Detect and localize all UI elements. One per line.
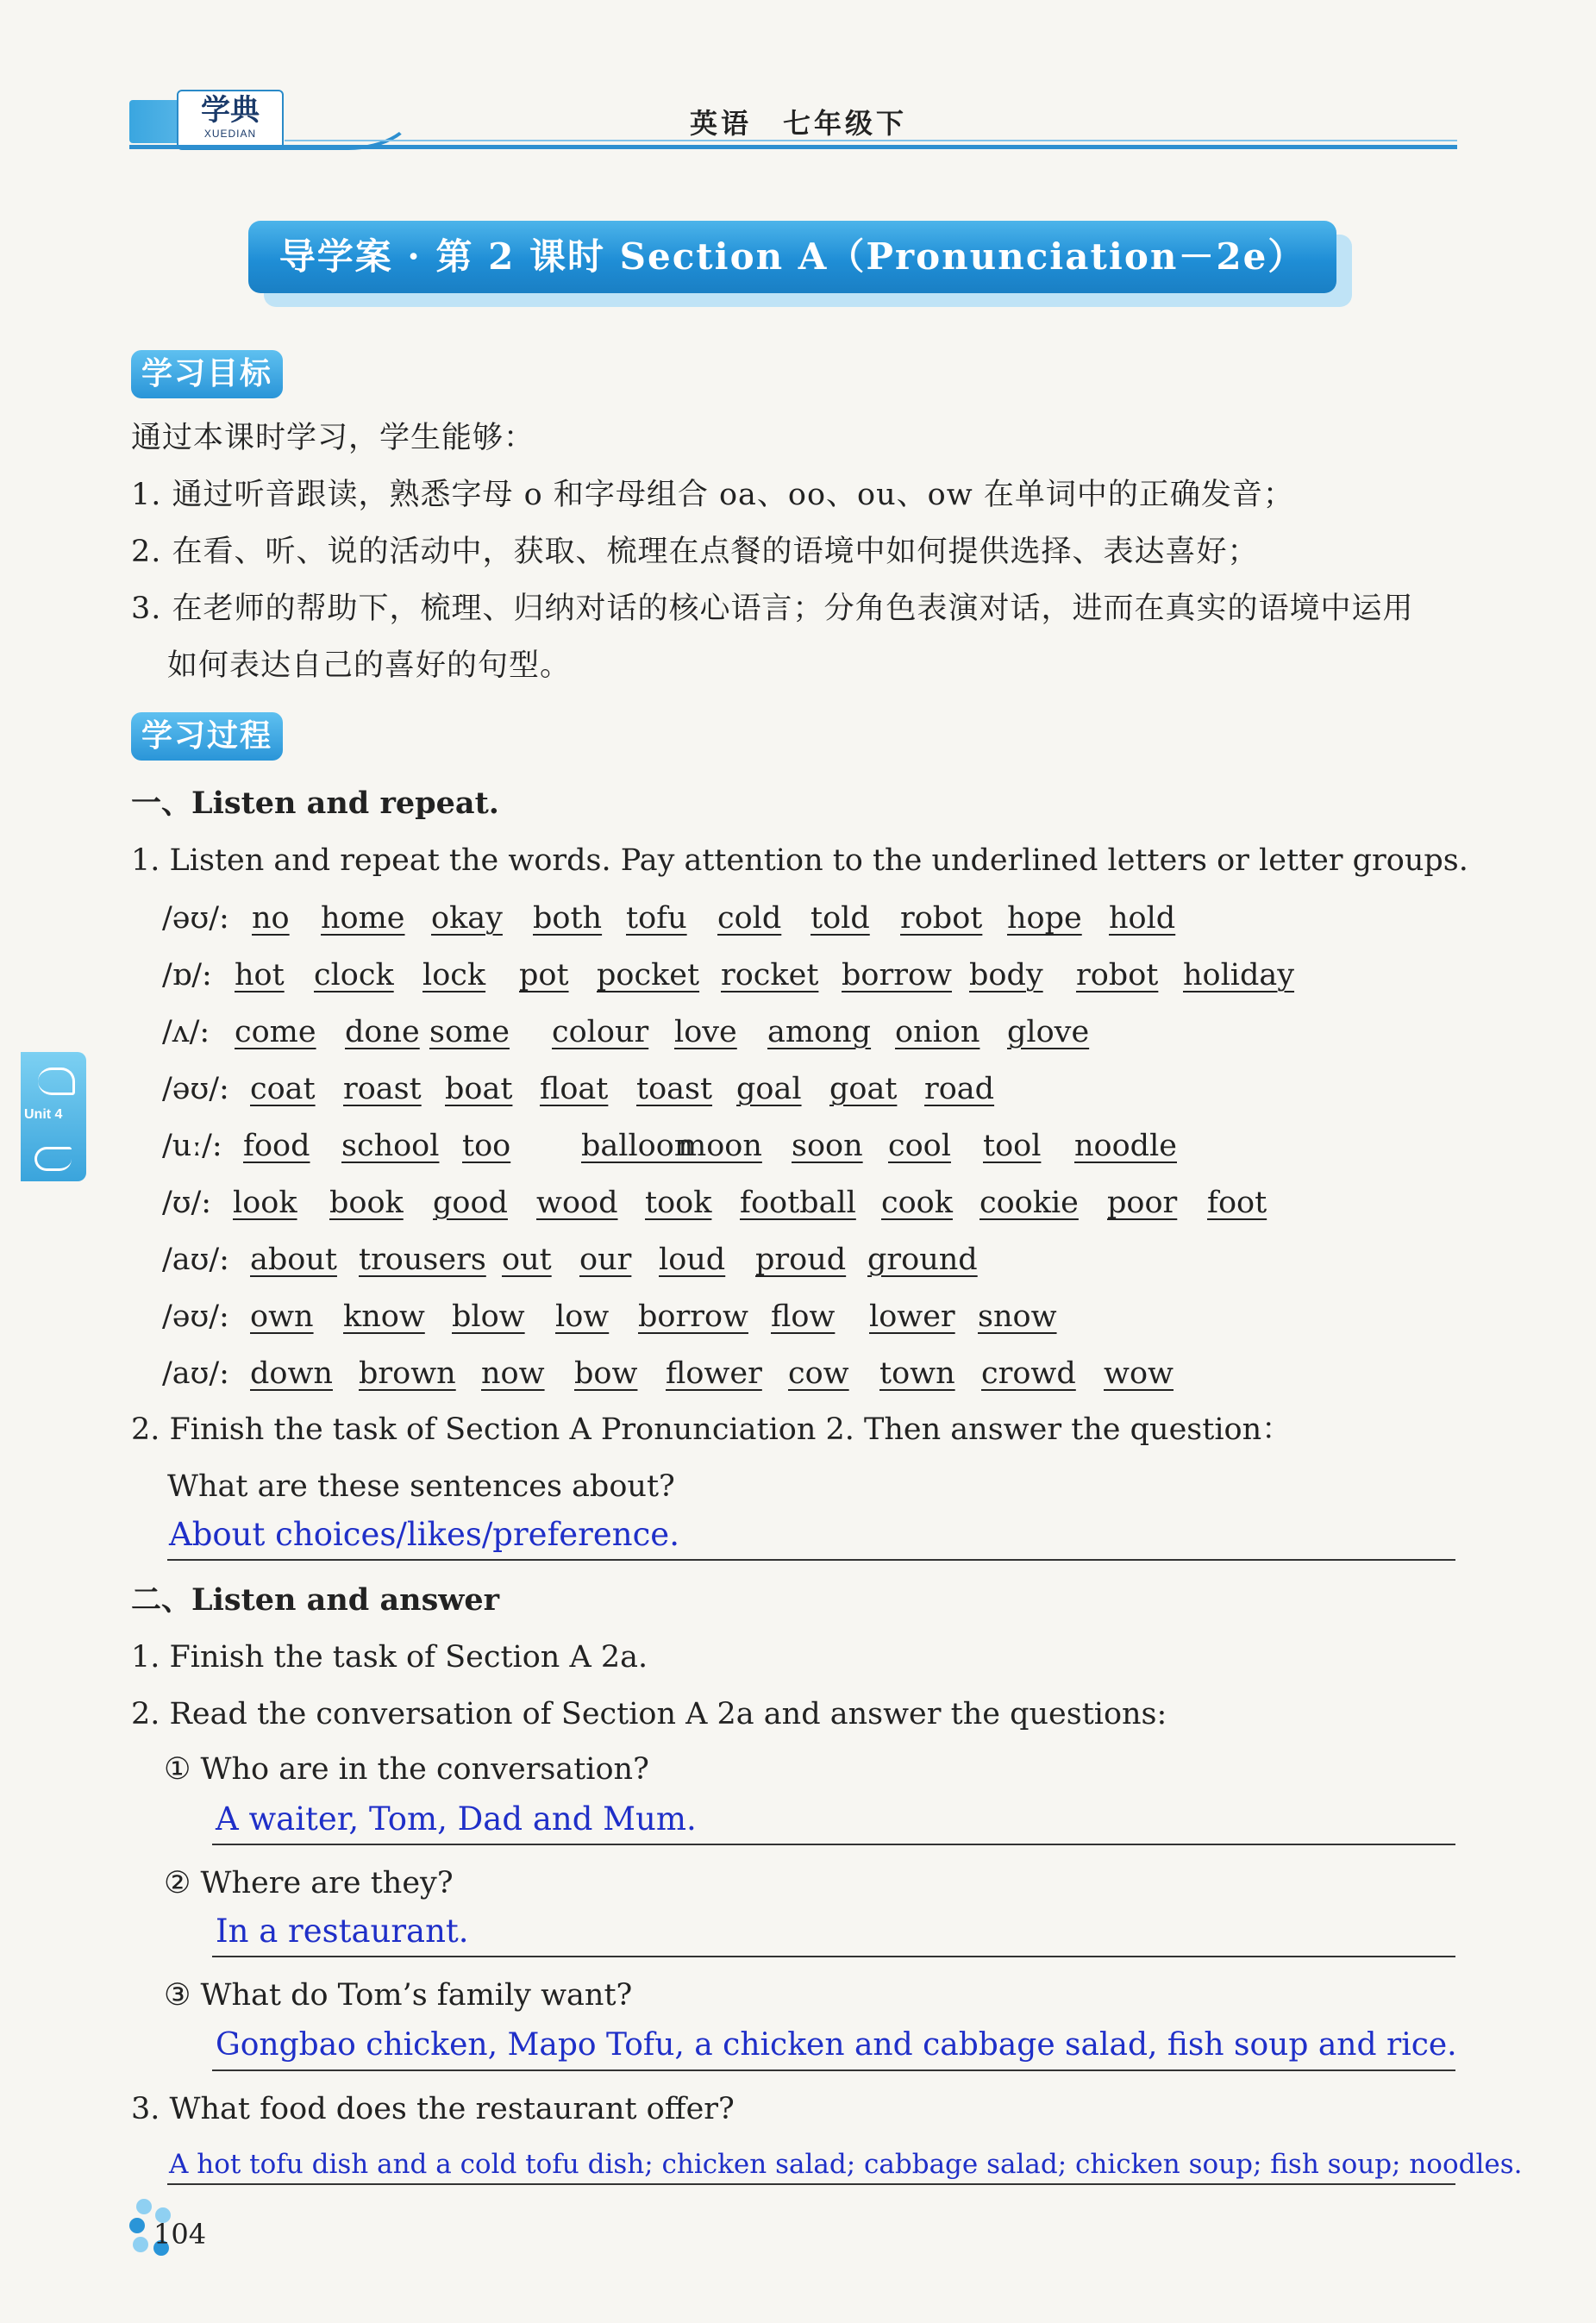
example-word: done — [345, 1015, 420, 1049]
example-word: brown — [359, 1356, 456, 1391]
answer-line — [212, 1844, 1455, 1845]
logo-english: XUEDIAN — [203, 128, 257, 140]
sub-answer-3: Gongbao chicken, Mapo Tofu, a chicken and cabbage salad, fish soup and rice. — [216, 2027, 1457, 2063]
sub-answer-2: In a restaurant. — [216, 1913, 469, 1950]
sub-question-2: ② Where are they? — [164, 1866, 454, 1900]
phonetic-row — [162, 1295, 1455, 1338]
example-word: goat — [829, 1072, 898, 1106]
answer-line — [167, 1559, 1455, 1561]
logo-chinese: 学典 — [201, 93, 260, 128]
publisher-logo — [177, 90, 284, 150]
example-word: look — [233, 1186, 297, 1220]
example-word: coat — [250, 1072, 316, 1106]
phonetic-symbol: /əʊ/: — [162, 1299, 229, 1334]
example-word: hold — [1109, 901, 1176, 936]
example-word: goal — [736, 1072, 802, 1106]
objective-2: 2. 在看、听、说的活动中，获取、梳理在点餐的语境中如何提供选择、表达喜好； — [131, 535, 1259, 569]
example-word: pot — [519, 958, 569, 992]
swirl-icon — [34, 1147, 72, 1171]
example-word: bow — [574, 1356, 638, 1391]
phonetic-row — [162, 1352, 1455, 1395]
example-word: school — [341, 1129, 440, 1163]
objective-3: 3. 在老师的帮助下，梳理、归纳对话的核心语言；分角色表演对话，进而在真实的语境中运用 — [131, 592, 1414, 626]
header-swoosh — [276, 103, 417, 150]
example-word: out — [502, 1243, 552, 1277]
answer-line — [212, 1956, 1455, 1957]
example-word: cow — [788, 1356, 849, 1391]
header-rule-thin — [285, 140, 1457, 141]
part2-q2: 2. Read the conversation of Section A 2a and answer the questions: — [131, 1697, 1167, 1731]
example-word: roast — [343, 1072, 422, 1106]
example-word: toast — [636, 1072, 713, 1106]
unit-label: Unit 4 — [24, 1107, 63, 1122]
example-word: cookie — [980, 1186, 1079, 1220]
example-word: our — [579, 1243, 632, 1277]
phonetic-row — [162, 1181, 1455, 1224]
phonetic-symbol: /əʊ/: — [162, 901, 229, 936]
part1-heading: 一、Listen and repeat. — [131, 786, 499, 821]
phonetic-symbol: /ɒ/: — [162, 958, 212, 992]
example-word: both — [533, 901, 603, 936]
example-word: onion — [895, 1015, 980, 1049]
part2-q3-answer: A hot tofu dish and a cold tofu dish; chicken salad; cabbage salad; chicken soup; fish soup; noodles. — [169, 2149, 1523, 2180]
example-word: flower — [666, 1356, 762, 1391]
example-word: robot — [1076, 958, 1159, 992]
example-word: took — [645, 1186, 712, 1220]
answer-line — [167, 2183, 1455, 2185]
part2-q1: 1. Finish the task of Section A 2a. — [131, 1640, 648, 1675]
section-pill-objectives: 学习目标 — [131, 350, 283, 398]
sub-answer-1: A waiter, Tom, Dad and Mum. — [216, 1800, 697, 1838]
phonetic-symbol: /uː/: — [162, 1129, 222, 1163]
example-word: wow — [1104, 1356, 1174, 1391]
page-number: 104 — [153, 2218, 207, 2251]
example-word: robot — [900, 901, 983, 936]
example-word: no — [252, 901, 290, 936]
example-word: down — [250, 1356, 333, 1391]
example-word: glove — [1007, 1015, 1090, 1049]
example-word: told — [811, 901, 870, 936]
example-word: cook — [881, 1186, 953, 1220]
example-word: food — [243, 1129, 310, 1163]
example-word: own — [250, 1299, 314, 1334]
objectives-intro: 通过本课时学习，学生能够： — [131, 421, 535, 455]
example-word: cold — [717, 901, 782, 936]
phonetic-symbol: /ʊ/: — [162, 1186, 212, 1220]
example-word: tool — [983, 1129, 1042, 1163]
example-word: come — [235, 1015, 316, 1049]
example-word: some — [429, 1015, 510, 1049]
example-word: boat — [445, 1072, 513, 1106]
example-word: road — [924, 1072, 995, 1106]
section-pill-process: 学习过程 — [131, 712, 283, 761]
part2-q3: 3. What food does the restaurant offer? — [131, 2092, 735, 2126]
example-word: book — [329, 1186, 404, 1220]
example-word: moon — [678, 1129, 762, 1163]
phonetic-row — [162, 1124, 1455, 1168]
example-word: home — [321, 901, 405, 936]
example-word: borrow — [842, 958, 952, 992]
example-word: football — [740, 1186, 856, 1220]
example-word: body — [969, 958, 1043, 992]
phonetic-row — [162, 1238, 1455, 1281]
phonetic-row — [162, 954, 1455, 997]
phonetic-symbol: /əʊ/: — [162, 1072, 229, 1106]
lesson-title: 导学案 · 第 2 课时 Section A（Pronunciation－2e） — [248, 221, 1336, 293]
part1-q1: 1. Listen and repeat the words. Pay attention to the underlined letters or letter groups. — [131, 843, 1468, 878]
example-word: flow — [771, 1299, 836, 1334]
objective-3-cont: 如何表达自己的喜好的句型。 — [167, 648, 572, 683]
example-word: wood — [536, 1186, 618, 1220]
example-word: pocket — [597, 958, 700, 992]
example-word: proud — [755, 1243, 847, 1277]
example-word: foot — [1207, 1186, 1267, 1220]
example-word: poor — [1107, 1186, 1178, 1220]
sub-question-3: ③ What do Tom’s family want? — [164, 1978, 633, 2013]
example-word: rocket — [721, 958, 819, 992]
phonetic-symbol: /aʊ/: — [162, 1356, 229, 1391]
header-rule — [129, 145, 1457, 149]
example-word: soon — [792, 1129, 863, 1163]
example-word: low — [555, 1299, 610, 1334]
example-word: lock — [422, 958, 486, 992]
example-word: town — [879, 1356, 955, 1391]
example-word: borrow — [638, 1299, 748, 1334]
example-word: hope — [1007, 901, 1082, 936]
example-word: know — [343, 1299, 425, 1334]
objective-1: 1. 通过听音跟读，熟悉字母 o 和字母组合 oa、oo、ou、ow 在单词中的正确发音； — [131, 478, 1294, 512]
phonetic-row — [162, 1011, 1455, 1054]
wing-icon — [38, 1068, 75, 1095]
example-word: hot — [235, 958, 285, 992]
answer-line — [212, 2069, 1455, 2071]
part1-q2-answer: About choices/likes/preference. — [169, 1516, 679, 1553]
example-word: snow — [978, 1299, 1057, 1334]
example-word: loud — [659, 1243, 726, 1277]
part1-q2: 2. Finish the task of Section A Pronunciation 2. Then answer the question： — [131, 1412, 1292, 1447]
sub-question-1: ① Who are in the conversation? — [164, 1752, 649, 1787]
example-word: okay — [431, 901, 503, 936]
example-word: float — [540, 1072, 609, 1106]
example-word: balloon — [581, 1129, 694, 1163]
example-word: about — [250, 1243, 337, 1277]
unit-side-tab — [21, 1052, 86, 1181]
example-word: cool — [888, 1129, 951, 1163]
subject-grade: 英语 七年级下 — [690, 107, 908, 140]
example-word: noodle — [1074, 1129, 1177, 1163]
example-word: crowd — [981, 1356, 1076, 1391]
example-word: now — [481, 1356, 545, 1391]
phonetic-symbol: /ʌ/: — [162, 1015, 210, 1049]
example-word: colour — [552, 1015, 649, 1049]
example-word: holiday — [1183, 958, 1295, 992]
example-word: blow — [452, 1299, 525, 1334]
example-word: love — [674, 1015, 737, 1049]
example-word: lower — [869, 1299, 955, 1334]
phonetic-row — [162, 897, 1455, 940]
example-word: ground — [867, 1243, 978, 1277]
example-word: good — [433, 1186, 508, 1220]
example-word: clock — [314, 958, 394, 992]
phonetic-symbol: /aʊ/: — [162, 1243, 229, 1277]
phonetic-row — [162, 1068, 1455, 1111]
example-word: tofu — [626, 901, 687, 936]
part1-q2-sub: What are these sentences about? — [167, 1469, 675, 1504]
example-word: among — [767, 1015, 872, 1049]
example-word: trousers — [359, 1243, 486, 1277]
example-word: too — [462, 1129, 511, 1163]
part2-heading: 二、Listen and answer — [131, 1582, 500, 1618]
